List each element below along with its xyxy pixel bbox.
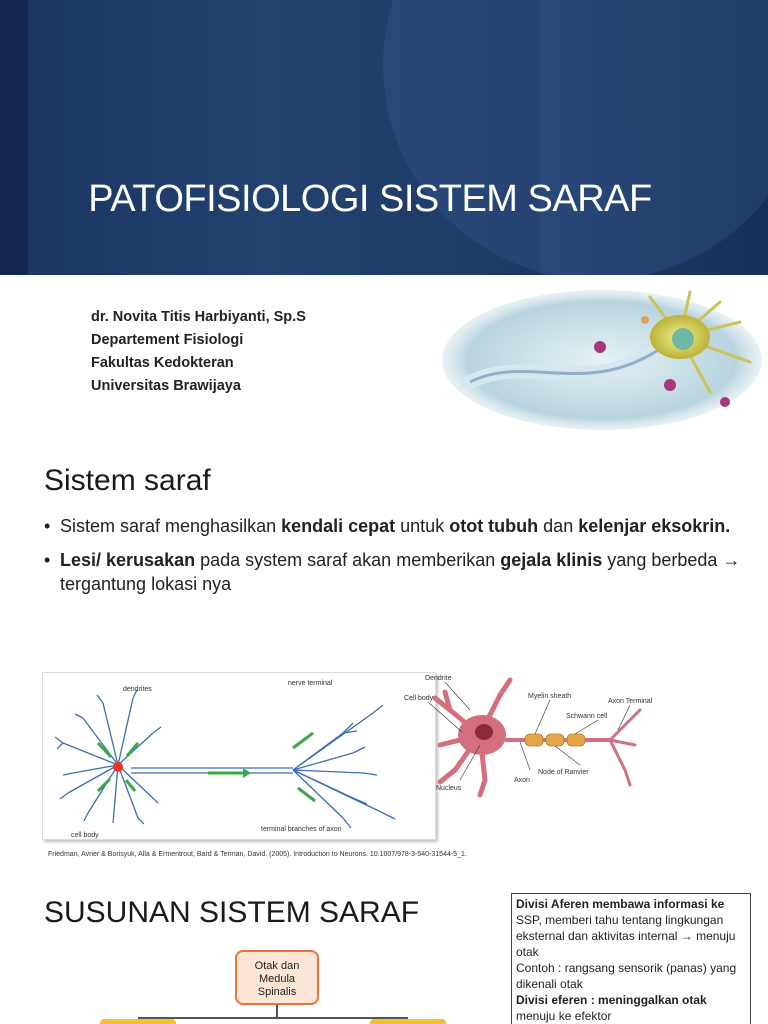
- bullet-item: [44, 548, 744, 596]
- neuron-schematic: [43, 673, 437, 841]
- slide-heading: SUSUNAN SISTEM SARAF: [44, 896, 420, 929]
- bullet-text: untuk: [395, 516, 450, 536]
- label-cell-body: Cell body: [404, 695, 434, 702]
- info-text: Contoh : rangsang sensorik (panas) yang dikenali otak: [516, 961, 737, 991]
- label-dendrite: Dendrite: [425, 675, 452, 682]
- author-faculty: Fakultas Kedokteran: [91, 355, 234, 371]
- bullet-text: Sistem saraf menghasilkan: [60, 516, 282, 536]
- author-department: Departement Fisiologi: [91, 332, 244, 348]
- info-textbox: [511, 893, 751, 1024]
- connector-line: [138, 1017, 408, 1019]
- label-terminal-branches: terminal branches of axon: [261, 826, 342, 833]
- label-myelin-sheath: Myelin sheath: [528, 693, 572, 700]
- neuron-diagram: [42, 672, 436, 840]
- info-text: SSP, memberi tahu tentang lingkungan eksternal dan aktivitas internal → menuju otak: [516, 913, 736, 959]
- box-line: Spinalis: [257, 986, 297, 998]
- bullet-bold: kelenjar eksokrin.: [578, 516, 731, 536]
- label-node-of-ranvier: Node of Ranvier: [538, 769, 589, 776]
- bullet-bold: Lesi/ kerusakan: [60, 550, 196, 570]
- labelled-neuron-diagram: [400, 670, 670, 810]
- bullet-bold: kendali cepat: [281, 516, 396, 536]
- connector-line: [276, 1005, 278, 1017]
- branch-box-right: [370, 1019, 446, 1024]
- arrow-icon: →: [722, 550, 741, 570]
- bullet-bold: otot tubuh: [449, 516, 539, 536]
- label-nerve-terminal: nerve terminal: [288, 680, 333, 687]
- slide-title: PATOFISIOLOGI SISTEM SARAF: [88, 178, 652, 220]
- label-axon: Axon: [514, 777, 530, 784]
- neuron-illustration: [440, 282, 765, 432]
- info-text: menuju ke efektor: [516, 1009, 612, 1023]
- info-bold: Divisi Aferen membawa informasi ke: [516, 897, 725, 911]
- author-block: [91, 306, 306, 398]
- label-schwann-cell: Schwann cell: [566, 713, 608, 720]
- nervous-system-structure-slide: [0, 876, 768, 1024]
- bullet-text: tergantung lokasi nya: [60, 574, 232, 594]
- bullet-text: pada system saraf akan memberikan: [195, 550, 501, 570]
- bullet-item: [44, 514, 744, 538]
- slide-heading: Sistem saraf: [44, 464, 211, 497]
- title-slide: [0, 0, 768, 448]
- banner-shape: [540, 0, 768, 275]
- label-dendrites: dendrites: [123, 686, 152, 693]
- cns-box: [235, 950, 319, 1005]
- bullet-text: yang berbeda: [602, 550, 723, 570]
- branch-box-left: [100, 1019, 176, 1024]
- bullet-text: dan: [538, 516, 579, 536]
- nervous-system-slide: [0, 448, 768, 876]
- author-name: dr. Novita Titis Harbiyanti, Sp.S: [91, 309, 306, 325]
- info-bold: Divisi eferen : meninggalkan otak: [516, 993, 707, 1007]
- bullet-list: [44, 514, 744, 606]
- bullet-bold: gejala klinis: [500, 550, 603, 570]
- banner-stripe: [0, 0, 28, 275]
- label-axon-terminal: Axon Terminal: [608, 698, 653, 705]
- figure-caption: Friedman, Avner & Borisyuk, Alla & Ermentrout, Bard & Terman, David. (2005). Introduction to Neurons. 10.1007/978-3-540-31544-5_1.: [48, 851, 467, 858]
- title-banner: [0, 0, 768, 275]
- box-line: Otak dan: [254, 960, 300, 972]
- label-cell-body: cell body: [71, 832, 99, 839]
- box-line: Medula: [258, 973, 296, 985]
- author-university: Universitas Brawijaya: [91, 378, 241, 394]
- label-nucleus: Nucleus: [436, 785, 462, 792]
